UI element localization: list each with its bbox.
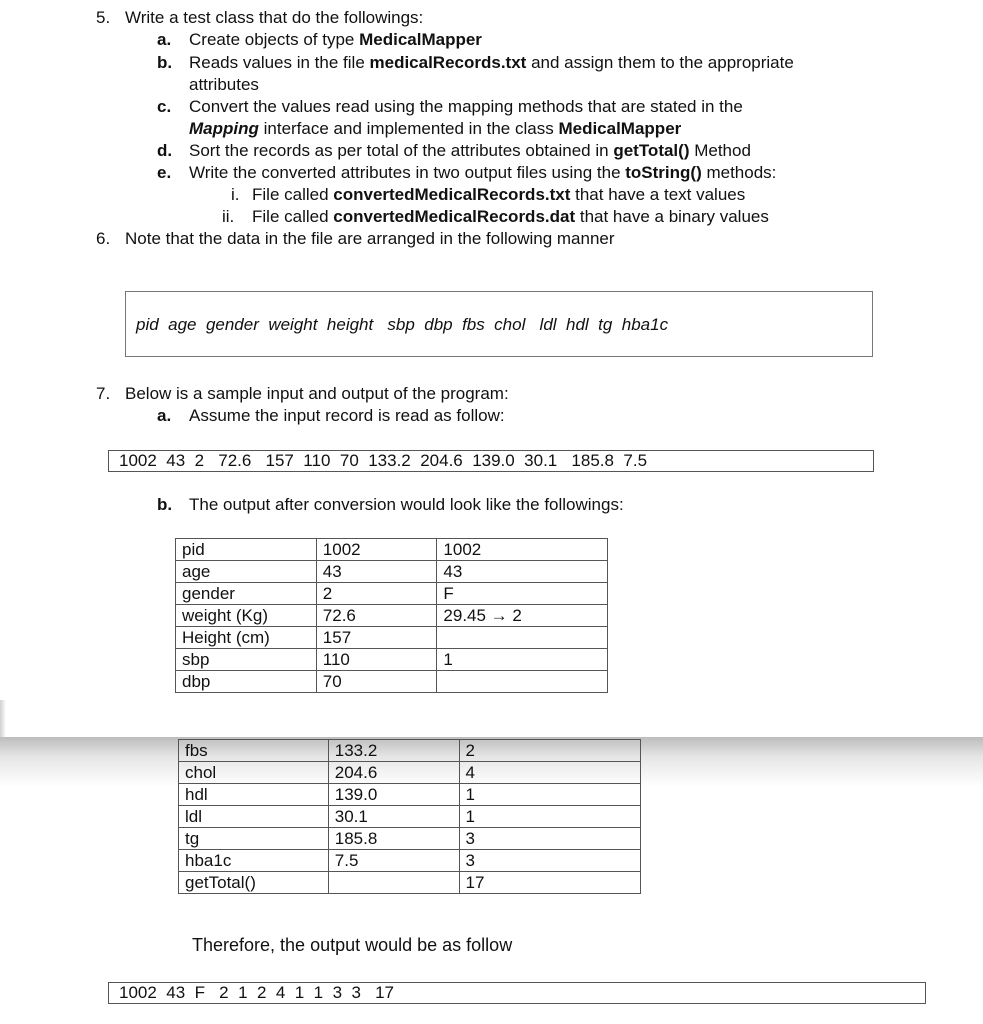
- field-format-box: [125, 291, 873, 357]
- converted-value: [437, 671, 608, 693]
- table-row: [179, 806, 641, 828]
- attribute-name: hdl: [179, 784, 329, 806]
- converted-value: 17: [459, 872, 641, 894]
- raw-value: 185.8: [328, 828, 459, 850]
- attribute-name: ldl: [179, 806, 329, 828]
- output-record-box: [108, 982, 926, 1004]
- attribute-name: weight (Kg): [176, 605, 317, 627]
- raw-value: 72.6: [316, 605, 437, 627]
- attribute-name: hba1c: [179, 850, 329, 872]
- q7-item-b: b. The output after conversion would look like the followings:: [157, 495, 624, 514]
- q5-item-c-cont: Mapping interface and implemented in the class MedicalMapper: [189, 119, 682, 138]
- raw-value: [328, 872, 459, 894]
- attribute-name: tg: [179, 828, 329, 850]
- table-row: [179, 740, 641, 762]
- q5-item-a: a. Create objects of type MedicalMapper: [157, 30, 482, 49]
- page-edge: [0, 700, 6, 738]
- table-row: [176, 605, 608, 627]
- raw-value: 7.5: [328, 850, 459, 872]
- table-row: [176, 561, 608, 583]
- raw-value: 204.6: [328, 762, 459, 784]
- q6-heading: 6. Note that the data in the file are arranged in the following manner: [96, 229, 615, 248]
- attribute-name: chol: [179, 762, 329, 784]
- converted-value: 1: [437, 649, 608, 671]
- table-row: [179, 762, 641, 784]
- converted-value: F: [437, 583, 608, 605]
- converted-value: 2: [459, 740, 641, 762]
- attribute-name: pid: [176, 539, 317, 561]
- q5-item-b: b. Reads values in the file medicalRecords.txt and assign them to the appropriate: [157, 53, 794, 72]
- converted-value: 3: [459, 828, 641, 850]
- raw-value: 43: [316, 561, 437, 583]
- attribute-name: sbp: [176, 649, 317, 671]
- table-row: [179, 850, 641, 872]
- raw-value: 70: [316, 671, 437, 693]
- attribute-name: dbp: [176, 671, 317, 693]
- field-format-text: pid age gender weight height sbp dbp fbs chol ldl hdl tg hba1c: [136, 315, 669, 334]
- converted-value: 3: [459, 850, 641, 872]
- output-record-text: 1002 43 F 2 1 2 4 1 1 3 3 17: [119, 983, 395, 1002]
- input-record-text: 1002 43 2 72.6 157 110 70 133.2 204.6 139.0 30.1 185.8 7.5: [119, 451, 648, 470]
- attribute-name: fbs: [179, 740, 329, 762]
- q5-item-b-cont: attributes: [189, 75, 259, 94]
- q5-heading: 5. Write a test class that do the followings:: [96, 8, 424, 27]
- converted-value: 29.45 → 2: [437, 605, 608, 627]
- converted-value: 4: [459, 762, 641, 784]
- raw-value: 30.1: [328, 806, 459, 828]
- converted-value: 1002: [437, 539, 608, 561]
- table-row: [176, 583, 608, 605]
- attribute-name: Height (cm): [176, 627, 317, 649]
- converted-value: [437, 627, 608, 649]
- q5-item-e-i: i. File called convertedMedicalRecords.txt that have a text values: [231, 185, 746, 204]
- table-row: [179, 784, 641, 806]
- q5-item-e-ii: ii. File called convertedMedicalRecords.dat that have a binary values: [222, 207, 769, 226]
- q5-item-d: d. Sort the records as per total of the attributes obtained in getTotal() Method: [157, 141, 751, 160]
- attribute-name: getTotal(): [179, 872, 329, 894]
- conversion-table-1: [175, 538, 608, 693]
- table-row: [176, 649, 608, 671]
- raw-value: 139.0: [328, 784, 459, 806]
- raw-value: 110: [316, 649, 437, 671]
- table-row: [176, 671, 608, 693]
- converted-value: 43: [437, 561, 608, 583]
- input-record-box: [108, 450, 874, 472]
- raw-value: 1002: [316, 539, 437, 561]
- q5-item-c: c. Convert the values read using the mapping methods that are stated in the: [157, 97, 743, 116]
- q5-item-e: e. Write the converted attributes in two output files using the toString() methods:: [157, 163, 777, 182]
- converted-value: 1: [459, 784, 641, 806]
- table-row: [179, 828, 641, 850]
- attribute-name: gender: [176, 583, 317, 605]
- table-row: [176, 539, 608, 561]
- converted-value: 1: [459, 806, 641, 828]
- therefore-text: Therefore, the output would be as follow: [192, 935, 513, 955]
- attribute-name: age: [176, 561, 317, 583]
- raw-value: 133.2: [328, 740, 459, 762]
- conversion-table-2: [178, 739, 641, 894]
- q7-item-a: a. Assume the input record is read as follow:: [157, 406, 505, 425]
- table-row: [179, 872, 641, 894]
- table-row: [176, 627, 608, 649]
- raw-value: 157: [316, 627, 437, 649]
- raw-value: 2: [316, 583, 437, 605]
- q7-heading: 7. Below is a sample input and output of the program:: [96, 384, 509, 403]
